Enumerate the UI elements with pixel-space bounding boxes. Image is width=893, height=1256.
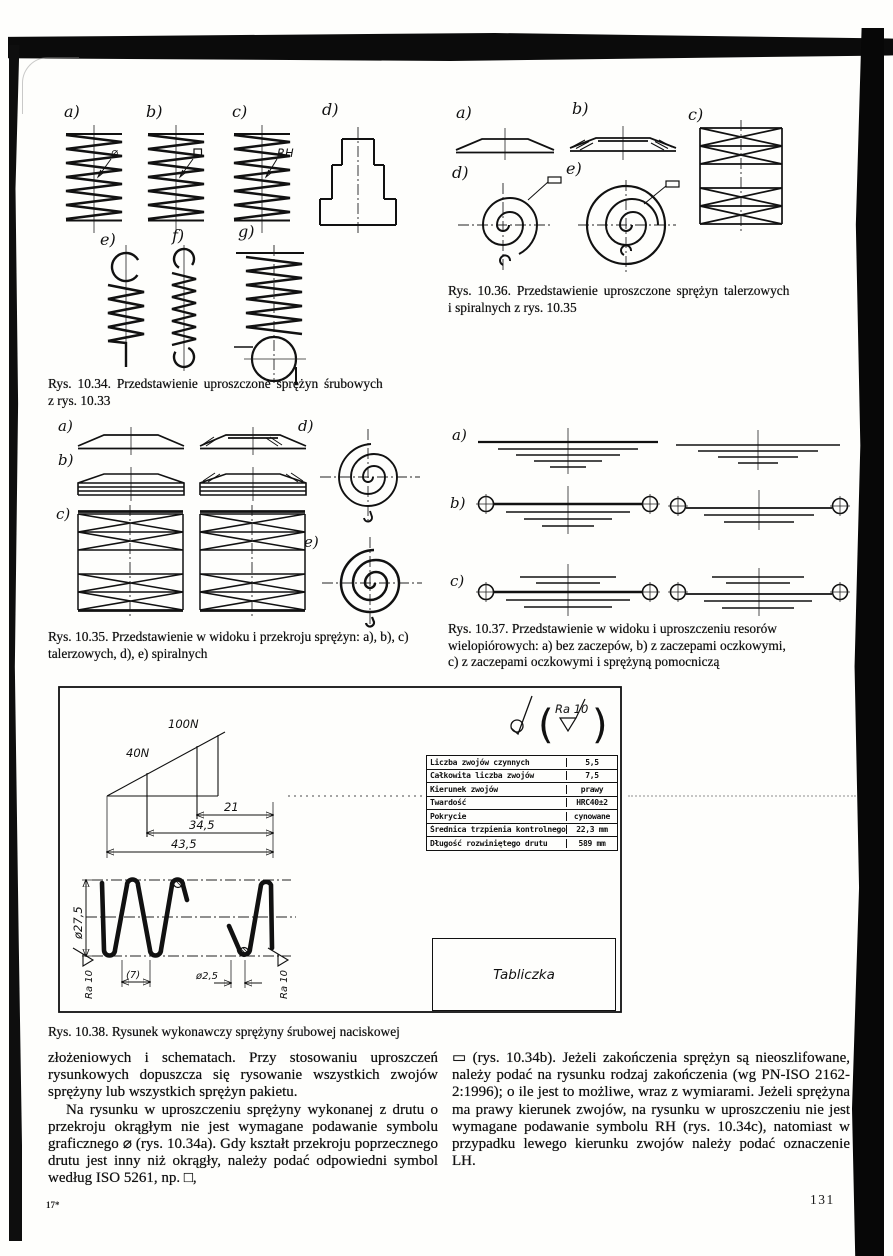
rect-section-symbol [666,181,679,187]
wire-section-top [174,879,183,888]
scan-dotted-artifact [628,795,856,797]
coil-pitch-dimension [122,960,150,987]
table-row: Średnica trzpienia kontrolnego 22,3 mm [427,823,617,837]
spring-f-extension-hooks [170,245,197,371]
table-row: Długość rozwiniętego drutu 589 mm [427,836,617,850]
scan-edge-right [852,28,884,1256]
fig37-caption [448,621,840,671]
fig35-label-e: e) [304,533,319,551]
page-number: 131 [810,1192,835,1207]
fig34-label-e: e) [100,230,116,249]
fig-10-37-drawing [448,420,853,620]
spring-coils [102,880,272,956]
fig37-label-a: a) [452,426,467,444]
leaf-spring-a-view [478,428,840,474]
fig36-caption-line1: Rys. 10.36. Przedstawienie uproszczone sprężyn talerzowych [448,283,790,298]
disc-spring-stack-c [700,120,782,232]
fig35-label-b: b) [58,451,74,469]
scan-edge-top [8,33,893,61]
dim-7: (7) [126,970,141,981]
fig34-rh-annotation: RH [277,146,294,160]
table-row: Całkowita liczba zwojów 7,5 [427,769,617,783]
spiral-spring-e [578,180,679,272]
fig35-caption-line1: Rys. 10.35. Przedstawienie w widoku i przekroju sprężyn: a), b), c) [48,629,409,644]
body-text-left-column [48,1050,438,1188]
fig36-caption-line2: i spiralnych z rys. 10.35 [448,299,577,315]
wire-diameter-dimension [195,960,262,988]
spring-parameter-table [426,755,618,851]
fig36-label-c: c) [688,105,704,124]
fig36-caption [448,283,838,316]
paragraph: Na rysunku w uproszczeniu sprężyny wykonanej z drutu o przekroju okrągłym nie jest wymagane podawanie symbolu graficznego ⌀ (rys. 10.34a). Gdy kształt przekroju poprzecznego drutu jest inny niż okrągły, należy podać odpowiedni symbol według ISO 5261, np. □, [48,1101,438,1187]
fig34-caption [48,376,436,409]
fig38-caption: Rys. 10.38. Rysunek wykonawczy sprężyny śrubowej naciskowej [48,1024,400,1039]
disc-spring-stack-c-right [200,505,305,618]
fig37-label-b: b) [450,494,466,512]
paren-close: ) [592,702,608,748]
spring-d-volute [320,127,396,235]
dim-2-5: ø2,5 [196,971,219,982]
load-40N-label: 40N [126,746,150,760]
fig34-label-b: b) [146,102,163,121]
paren-open: ( [538,702,554,748]
fig34-label-f: f) [172,226,185,245]
fig36-label-d: d) [452,163,469,182]
fig34-label-a: a) [64,102,80,121]
spring-a-helical [66,125,122,233]
dim-21: 21 [224,800,239,814]
fig36-label-a: a) [456,103,472,122]
title-block [432,938,616,1011]
fig34-phi-symbol: ⌀ [111,145,118,159]
fig37-caption-line3: c) z zaczepami oczkowymi i sprężyną pomocniczą [448,654,720,669]
fig35-label-a: a) [58,417,73,435]
rect-section-symbol [548,177,561,183]
spring-c-helical [234,125,294,233]
paragraph: złożeniowych i schematach. Przy stosowaniu uproszczeń rysunkowych dopuszcza się rysowanie wszystkich zwojów sprężyny lub wszystkich sprężyn pakietu. [48,1050,438,1101]
spiral-spring-d [320,429,420,523]
spiral-spring-e [322,537,422,627]
disc-spring-stack-c-left [78,505,183,618]
diameter-dimension [71,880,100,956]
fig36-label-e: e) [566,159,582,178]
fig-10-36-drawing [448,100,793,285]
load-100N-label: 100N [168,717,199,731]
surface-finish-note [511,696,608,748]
disc-spring-a-view [456,128,554,160]
ra-top-label: Ra 10 [555,702,589,716]
spring-b-helical [148,125,204,233]
paragraph: ▭ (rys. 10.34b). Jeżeli zakończenia sprężyn są nieoszlifowane, należy podać na rysunku rodzaj zakończenia (wg PN-ISO 2162-2:1996); o ile jest to możliwe, wraz z wymiarami. Jeżeli sprężyna ma prawy kierunek zwojów, na rysunku w uproszczeniu nie jest wymagane podawanie symbolu RH (rys. 10.34c), natomiast w przypadku lewego kierunku zwojów należy podać oznaczenie LH. [452,1050,850,1170]
fig34-label-d: d) [322,100,339,119]
fig-10-38-working-drawing [58,686,622,1013]
fig35-caption-line2: talerzowych, d), e) spiralnych [48,645,208,661]
disc-spring-b-simplified [570,126,676,160]
table-row: Twardość HRC40±2 [427,796,617,810]
disc-spring-row-b [78,467,306,501]
fig34-label-g: g) [238,222,255,241]
svg-text:Ra 10: Ra 10 [84,970,95,999]
fig37-label-c: c) [450,572,465,590]
svg-text:Ra 10: Ra 10 [279,970,290,999]
dim-43-5: 43,5 [171,837,197,851]
title-block-label: Tabliczka [493,966,555,983]
dim-34-5: 34,5 [189,818,215,832]
fig34-caption-line1: Rys. 10.34. Przedstawienie uproszczone sprężyn śrubowych [48,376,383,391]
length-dimensions [107,796,273,858]
fig35-label-d: d) [298,417,314,435]
scan-edge-left [9,45,22,1241]
fig35-label-c: c) [56,505,71,523]
body-text-right-column [452,1050,850,1170]
table-row: Liczba zwojów czynnych 5,5 [427,756,617,769]
fig35-caption [48,629,440,662]
fig-10-35-drawing [48,415,443,625]
spring-e-extension [107,245,146,367]
fig37-caption-line2: wielopiórowych: a) bez zaczepów, b) z zaczepami oczkowymi, [448,637,786,653]
signature-mark: 17* [46,1200,60,1210]
table-row: Pokrycie cynowane [427,809,617,823]
fig37-caption-line1: Rys. 10.37. Przedstawienie w widoku i uproszczeniu resorów [448,621,777,636]
leaf-spring-b-with-eyes [476,486,850,534]
fig34-label-c: c) [232,102,248,121]
fig36-label-b: b) [572,99,589,118]
disc-spring-row-a [78,427,306,455]
spiral-spring-d [458,177,561,272]
fig34-caption-line2: z rys. 10.33 [48,392,111,408]
table-row: Kierunek zwojów prawy [427,782,617,796]
fig-10-34-drawing [48,95,438,385]
spring-g-with-roller [234,245,306,385]
leaf-spring-c-with-helper [476,564,850,616]
dim-diameter-27-5: ø27,5 [71,906,85,939]
